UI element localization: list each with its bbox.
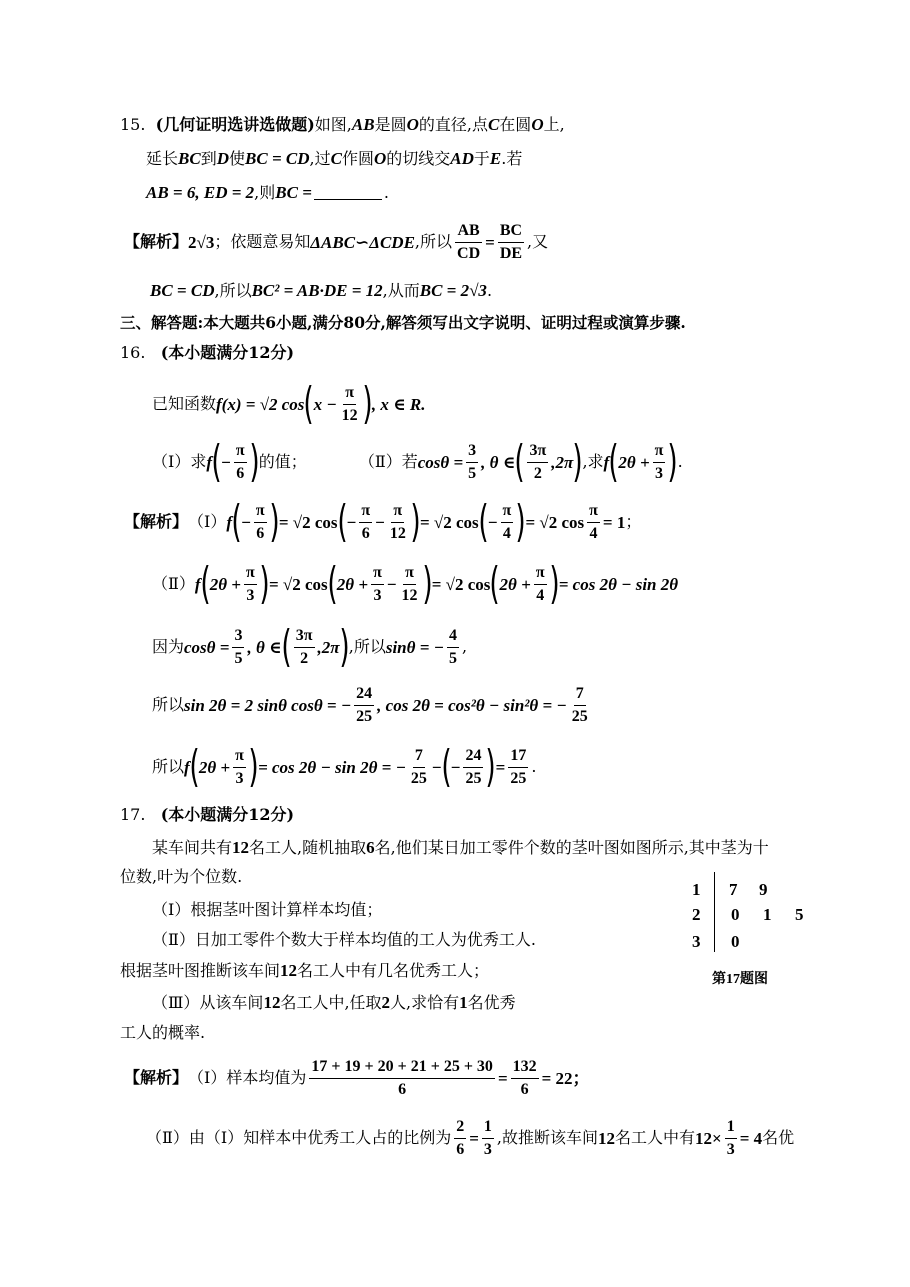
q17-item3b: 工人的概率. (120, 1023, 206, 1042)
q16-solution-4: 所以 sin 2θ = 2 sinθ cosθ = − $\frac{24}{25}$ , cos 2θ = cos²θ − sin²θ = − $\frac{7}{25}$ (152, 685, 588, 725)
q17-item3: （Ⅲ）从该车间 12 名工人中,任取 2 人,求恰有 1 名优秀 (152, 992, 516, 1012)
q16-header: 16. (本小题满分12分) (120, 343, 295, 362)
leaf: 7 (729, 880, 738, 899)
q15-line1: 15. (几何证明选讲选做题) 如图, AB 是圆 O 的直径,点 C 在圆 O 上, (120, 114, 565, 134)
q17-solution-1: 【解析】 （Ⅰ）样本均值为 $\frac{17 + 19 + 20 + 21 + 25 + 30}{6}$ = $\frac{132}{6}$ = 22； (124, 1058, 590, 1098)
figure-caption: 第17题图 (712, 972, 768, 987)
stem-2: 2 (692, 905, 701, 924)
leaf: 0 (731, 905, 740, 924)
q15-line2: 延长 BC 到 D 使 BC = CD ,过 C 作圆 O 的切线交 AD 于 E .若 (146, 148, 523, 168)
q17-para1b: 位数,叶为个位数. (120, 867, 243, 886)
q17-item1: （Ⅰ）根据茎叶图计算样本均值； (152, 900, 383, 919)
q16-parts: （Ⅰ）求 f ( − $\frac{\pi}{6}$ ) 的值； （Ⅱ）若 cosθ = $\frac{3}{5}$ , θ ∈ ( $\frac{3\pi}{2}$ ,2π ) ,求 f ( 2θ + $\frac{\pi}{3}$ ) . (152, 436, 683, 487)
stem-1: 1 (692, 880, 701, 899)
leaf: 9 (759, 880, 768, 899)
leaf: 0 (731, 932, 740, 951)
q15-answer-line2: BC = CD ,所以 BC² = AB·DE = 12 ,从而 BC = 2√3 . (150, 280, 493, 300)
section-heading: 三、解答题:本大题共6小题,满分80分,解答须写出文字说明、证明过程或演算步骤. (120, 313, 686, 332)
q15-answer-line1: 【解析】 2√3 ；依题意易知 ΔABC∽ΔCDE ,所以 $\frac{AB}{CD}$ = $\frac{BC}{DE}$ ,又 (124, 222, 549, 262)
q17-item2b: 根据茎叶图推断该车间 12 名工人中有几名优秀工人； (120, 960, 490, 980)
question-number: 15. (120, 114, 146, 134)
q15-line3: AB = 6, ED = 2 ,则 BC = . (146, 182, 389, 202)
q16-solution-1: 【解析】 （Ⅰ） f ( − $\frac{\pi}{6}$ ) = √2 cos ( − $\frac{\pi}{6}$ − $\frac{\pi}{12}$ ) = √2 cos ( − $\frac{\pi}{4}$ ) = √2 cos $\frac{\pi}{4}$ = 1 ； (124, 496, 642, 547)
q16-given: 已知函数 f(x) = √2 cos ( x − $\frac{\pi}{12}$ ) , x ∈ R. (152, 378, 426, 429)
q17-solution-2: （Ⅱ）由（Ⅰ）知样本中优秀工人占的比例为 $\frac{2}{6}$ = $\frac{1}{3}$ ,故推断该车间 12 名工人中有 12× $\frac{1}{3}$ = 4 名优 (146, 1118, 795, 1158)
stem-divider (714, 872, 715, 952)
q16-solution-5: 所以 f ( 2θ + $\frac{\pi}{3}$ ) = cos 2θ − sin 2θ = − $\frac{7}{25}$ − ( − $\frac{24}{25}$ ) = $\frac{17}{25}$ . (152, 741, 537, 792)
answer-blank (314, 185, 382, 200)
q16-solution-3: 因为 cosθ = $\frac{3}{5}$ , θ ∈ ( $\frac{3\pi}{2}$ ,2π ) ,所以 sinθ = − $\frac{4}{5}$ , (152, 621, 468, 672)
question-tag: (几何证明选讲选做题) (155, 114, 315, 134)
stem-3: 3 (692, 932, 701, 951)
q17-item2: （Ⅱ）日加工零件个数大于样本均值的工人为优秀工人. (152, 930, 536, 949)
q17-header: 17. (本小题满分12分) (120, 805, 295, 824)
leaf: 1 (763, 905, 772, 924)
q16-solution-2: （Ⅱ） f ( 2θ + $\frac{\pi}{3}$ ) = √2 cos ( 2θ + $\frac{\pi}{3}$ − $\frac{\pi}{12}$ ) = √2 cos ( 2θ + $\frac{\pi}{4}$ ) = cos 2θ − sin 2θ (152, 558, 679, 609)
q17-para1: 某车间共有 12 名工人,随机抽取 6 名,他们某日加工零件个数的茎叶图如图所示,其中茎为十 (152, 837, 769, 857)
leaf: 5 (795, 905, 804, 924)
analysis-label: 【解析】 (124, 232, 189, 252)
